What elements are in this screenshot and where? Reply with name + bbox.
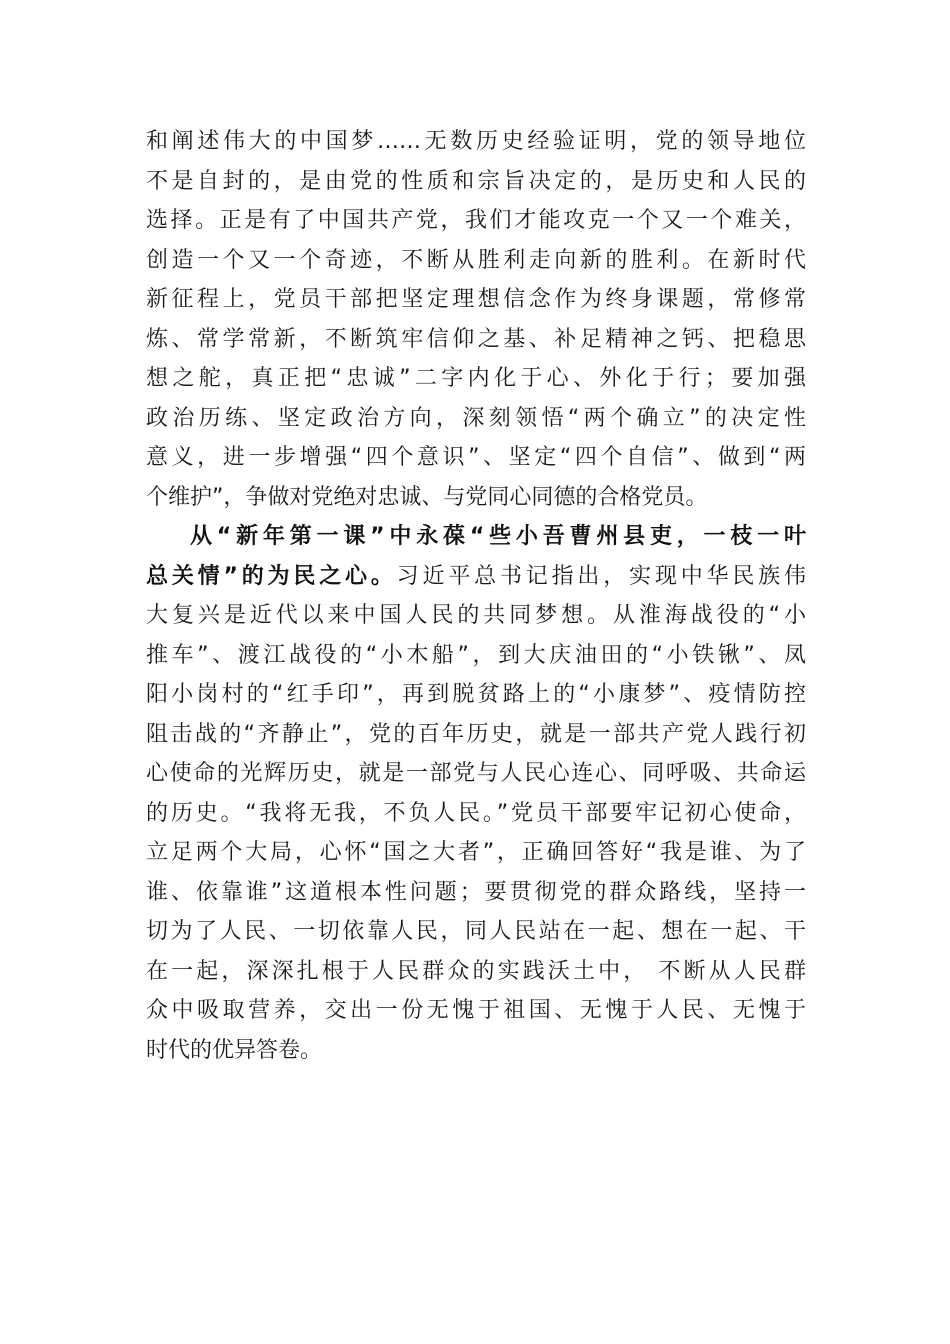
paragraph-heading-end: 总关情”的为民之心。 <box>146 563 397 589</box>
text-line: 谁、依靠谁”这道根本性问题；要贯彻党的群众路线，坚持一 <box>146 879 806 905</box>
paragraph-2 <box>146 517 806 1070</box>
text-line: 个维护”，争做对党绝对忠诚、与党同心同德的合格党员。 <box>146 484 708 510</box>
text-line: 选择。正是有了中国共产党，我们才能攻克一个又一个难关， <box>146 208 806 233</box>
text-line: 切为了人民、一切依靠人民，同人民站在一起、想在一起、干 <box>146 919 806 944</box>
text-line: 立足两个大局，心怀“国之大者”，正确回答好“我是谁、为了 <box>146 840 806 865</box>
text-line: 众中吸取营养，交出一份无愧于祖国、无愧于人民、无愧于 <box>146 998 806 1023</box>
text-line: 推车”、渡江战役的“小木船”，到大庆油田的“小铁锹”、凤 <box>146 642 806 668</box>
text-line <box>146 557 806 597</box>
text-line: 意义，进一步增强“四个意识”、坚定“四个自信”、做到“两 <box>146 445 806 470</box>
text-line: 政治历练、坚定政治方向，深刻领悟“两个确立”的决定性 <box>146 405 806 431</box>
paragraph-1 <box>146 122 806 517</box>
text-line: 在一起，深深扎根于人民群众的实践沃土中， 不断从人民群 <box>146 958 806 984</box>
text-line: 时代的优异答卷。 <box>146 1037 323 1063</box>
text-run: 习近平总书记指出，实现中华民族伟 <box>396 563 806 589</box>
text-line: 的历史。“我将无我，不负人民。”党员干部要牢记初心使命， <box>146 800 806 826</box>
text-line: 阻击战的“齐静止”，党的百年历史，就是一部共产党人践行初 <box>146 721 806 747</box>
text-line: 心使命的光辉历史，就是一部党与人民心连心、同呼吸、共命运 <box>146 761 806 786</box>
text-line: 创造一个又一个奇迹，不断从胜利走向新的胜利。在新时代 <box>146 247 806 273</box>
text-line: 不是自封的，是由党的性质和宗旨决定的，是历史和人民的 <box>146 168 806 194</box>
text-line: 和阐述伟大的中国梦……无数历史经验证明，党的领导地位 <box>146 129 806 154</box>
text-line: 阳小岗村的“红手印”，再到脱贫路上的“小康梦”、疫情防控 <box>146 682 806 707</box>
text-line: 想之舵，真正把“忠诚”二字内化于心、外化于行；要加强 <box>146 366 806 391</box>
paragraph-heading: 从“新年第一课”中永葆“些小吾曹州县吏，一枝一叶 <box>190 524 806 549</box>
text-line: 大复兴是近代以来中国人民的共同梦想。从淮海战役的“小 <box>146 603 806 628</box>
text-line: 新征程上，党员干部把坚定理想信念作为终身课题，常修常 <box>146 287 806 312</box>
document-body <box>146 122 806 1070</box>
text-line: 炼、常学常新，不断筑牢信仰之基、补足精神之钙、把稳思 <box>146 326 806 352</box>
